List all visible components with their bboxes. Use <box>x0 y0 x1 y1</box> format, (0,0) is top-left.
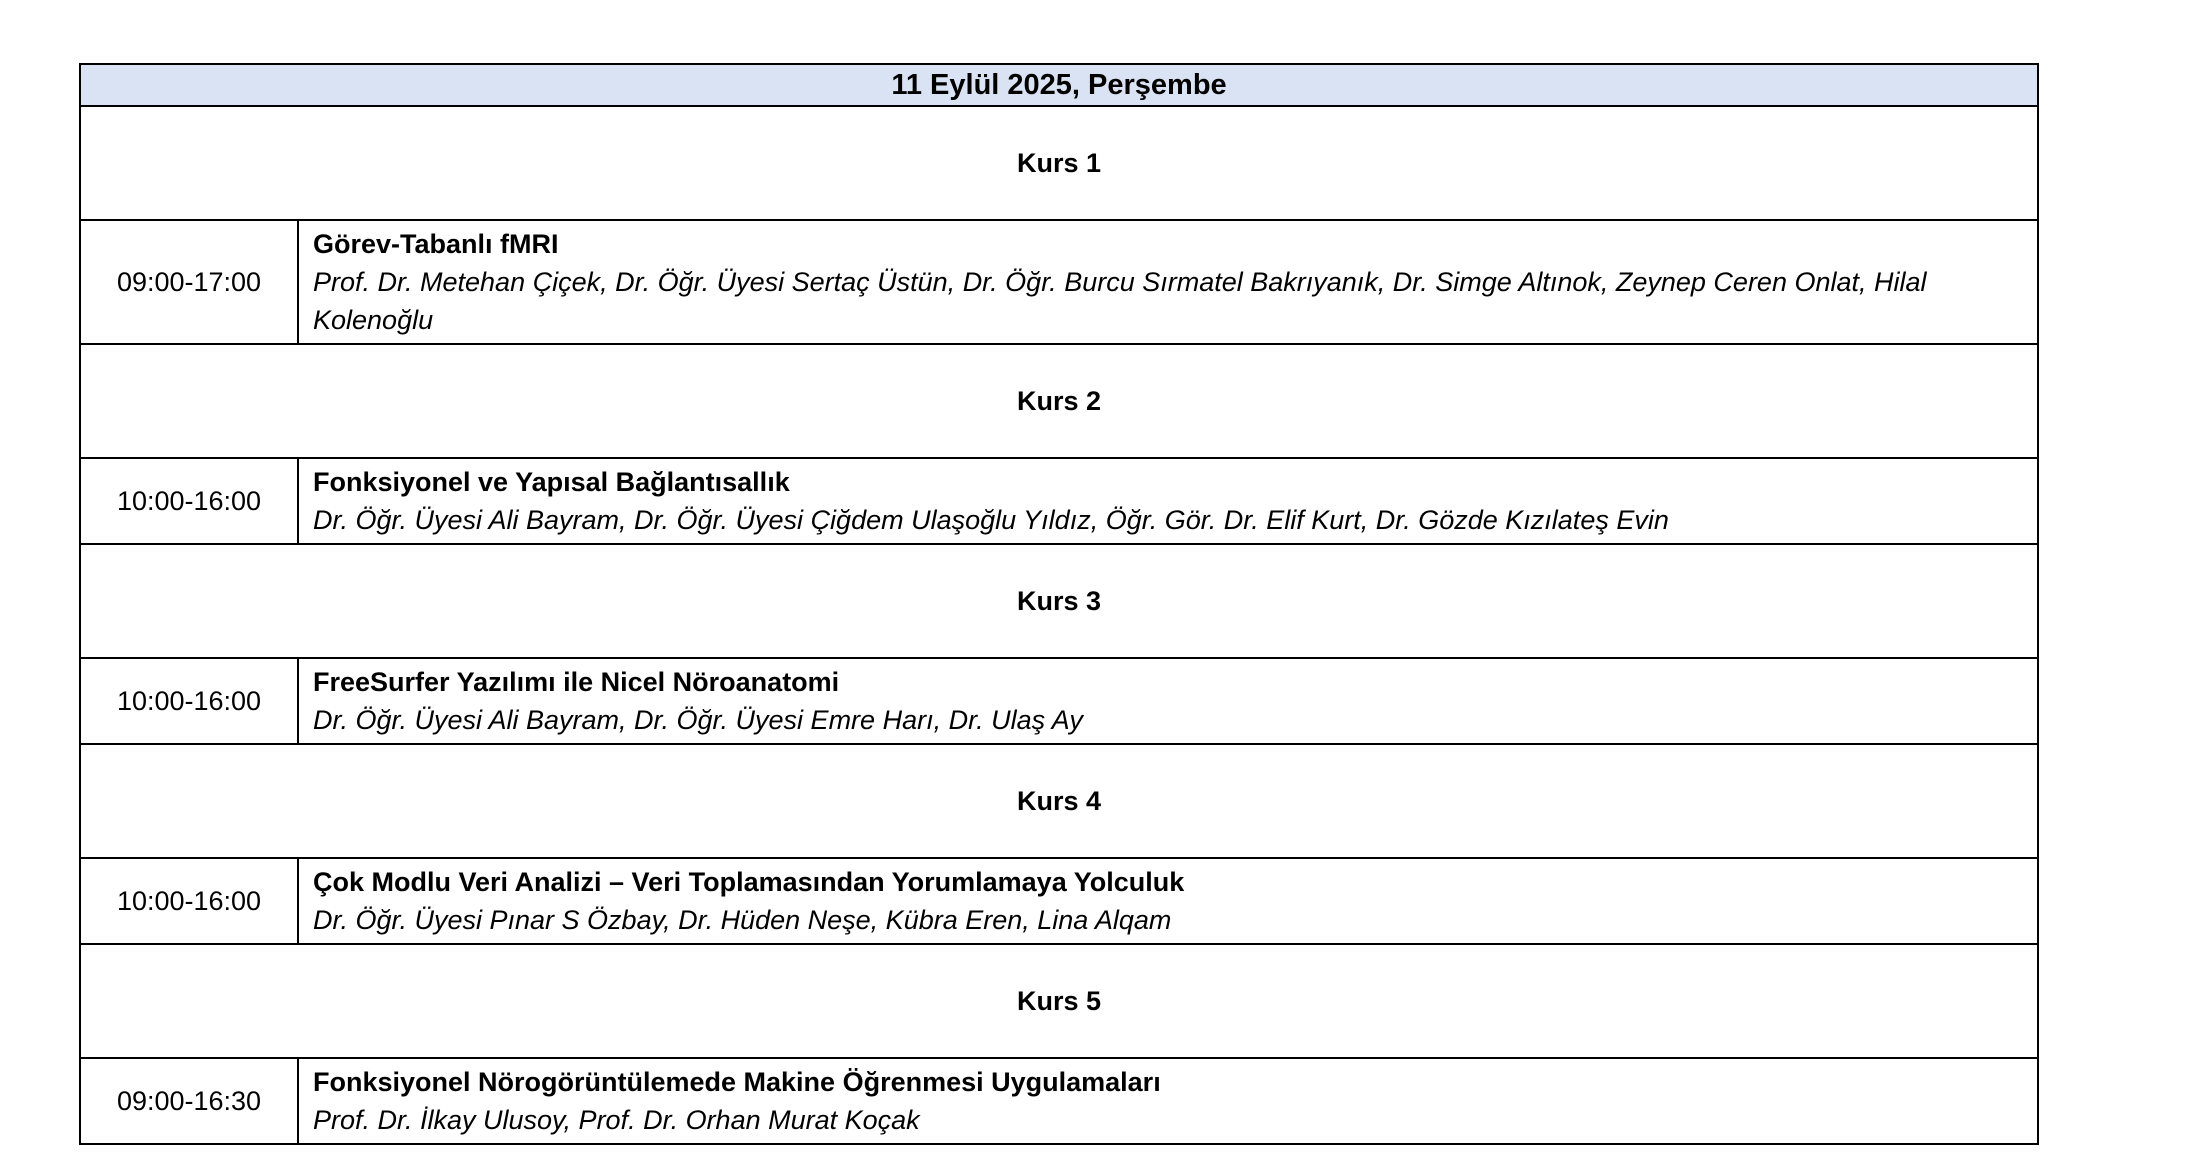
kurs-heading: Kurs 5 <box>80 944 2038 1058</box>
session-info <box>298 858 2038 944</box>
session-time: 10:00-16:00 <box>80 458 298 544</box>
session-info <box>298 220 2038 344</box>
course-title: Çok Modlu Veri Analizi – Veri Toplamasından Yorumlamaya Yolculuk <box>313 867 1185 897</box>
session-time: 09:00-16:30 <box>80 1058 298 1144</box>
session-time: 10:00-16:00 <box>80 658 298 744</box>
kurs-heading-row <box>80 344 2038 458</box>
kurs-heading: Kurs 3 <box>80 544 2038 658</box>
kurs-heading-row <box>80 744 2038 858</box>
session-row <box>80 658 2038 744</box>
kurs-heading: Kurs 2 <box>80 344 2038 458</box>
date-header: 11 Eylül 2025, Perşembe <box>80 64 2038 106</box>
kurs-heading-row <box>80 944 2038 1058</box>
kurs-heading: Kurs 4 <box>80 744 2038 858</box>
kurs-heading: Kurs 1 <box>80 106 2038 220</box>
course-title: FreeSurfer Yazılımı ile Nicel Nöroanatomi <box>313 667 840 697</box>
course-instructors: Prof. Dr. Metehan Çiçek, Dr. Öğr. Üyesi Sertaç Üstün, Dr. Öğr. Burcu Sırmatel Bakrıyanık, Dr. Simge Altınok, Zeynep Ceren Onlat, Hilal Kolenoğlu <box>313 267 1927 335</box>
schedule-table <box>79 63 2039 1145</box>
session-time: 09:00-17:00 <box>80 220 298 344</box>
course-instructors: Prof. Dr. İlkay Ulusoy, Prof. Dr. Orhan Murat Koçak <box>313 1105 920 1135</box>
course-instructors: Dr. Öğr. Üyesi Pınar S Özbay, Dr. Hüden Neşe, Kübra Eren, Lina Alqam <box>313 905 1172 935</box>
course-instructors: Dr. Öğr. Üyesi Ali Bayram, Dr. Öğr. Üyesi Çiğdem Ulaşoğlu Yıldız, Öğr. Gör. Dr. Elif Kurt, Dr. Gözde Kızılateş Evin <box>313 505 1669 535</box>
session-row <box>80 458 2038 544</box>
session-info <box>298 1058 2038 1144</box>
session-info <box>298 458 2038 544</box>
kurs-heading-row <box>80 544 2038 658</box>
kurs-heading-row <box>80 106 2038 220</box>
session-time: 10:00-16:00 <box>80 858 298 944</box>
course-instructors: Dr. Öğr. Üyesi Ali Bayram, Dr. Öğr. Üyesi Emre Harı, Dr. Ulaş Ay <box>313 705 1083 735</box>
session-row <box>80 1058 2038 1144</box>
course-title: Fonksiyonel ve Yapısal Bağlantısallık <box>313 467 790 497</box>
course-title: Görev-Tabanlı fMRI <box>313 229 559 259</box>
date-header-row <box>80 64 2038 106</box>
session-row <box>80 220 2038 344</box>
session-row <box>80 858 2038 944</box>
session-info <box>298 658 2038 744</box>
course-title: Fonksiyonel Nörogörüntülemede Makine Öğrenmesi Uygulamaları <box>313 1067 1161 1097</box>
